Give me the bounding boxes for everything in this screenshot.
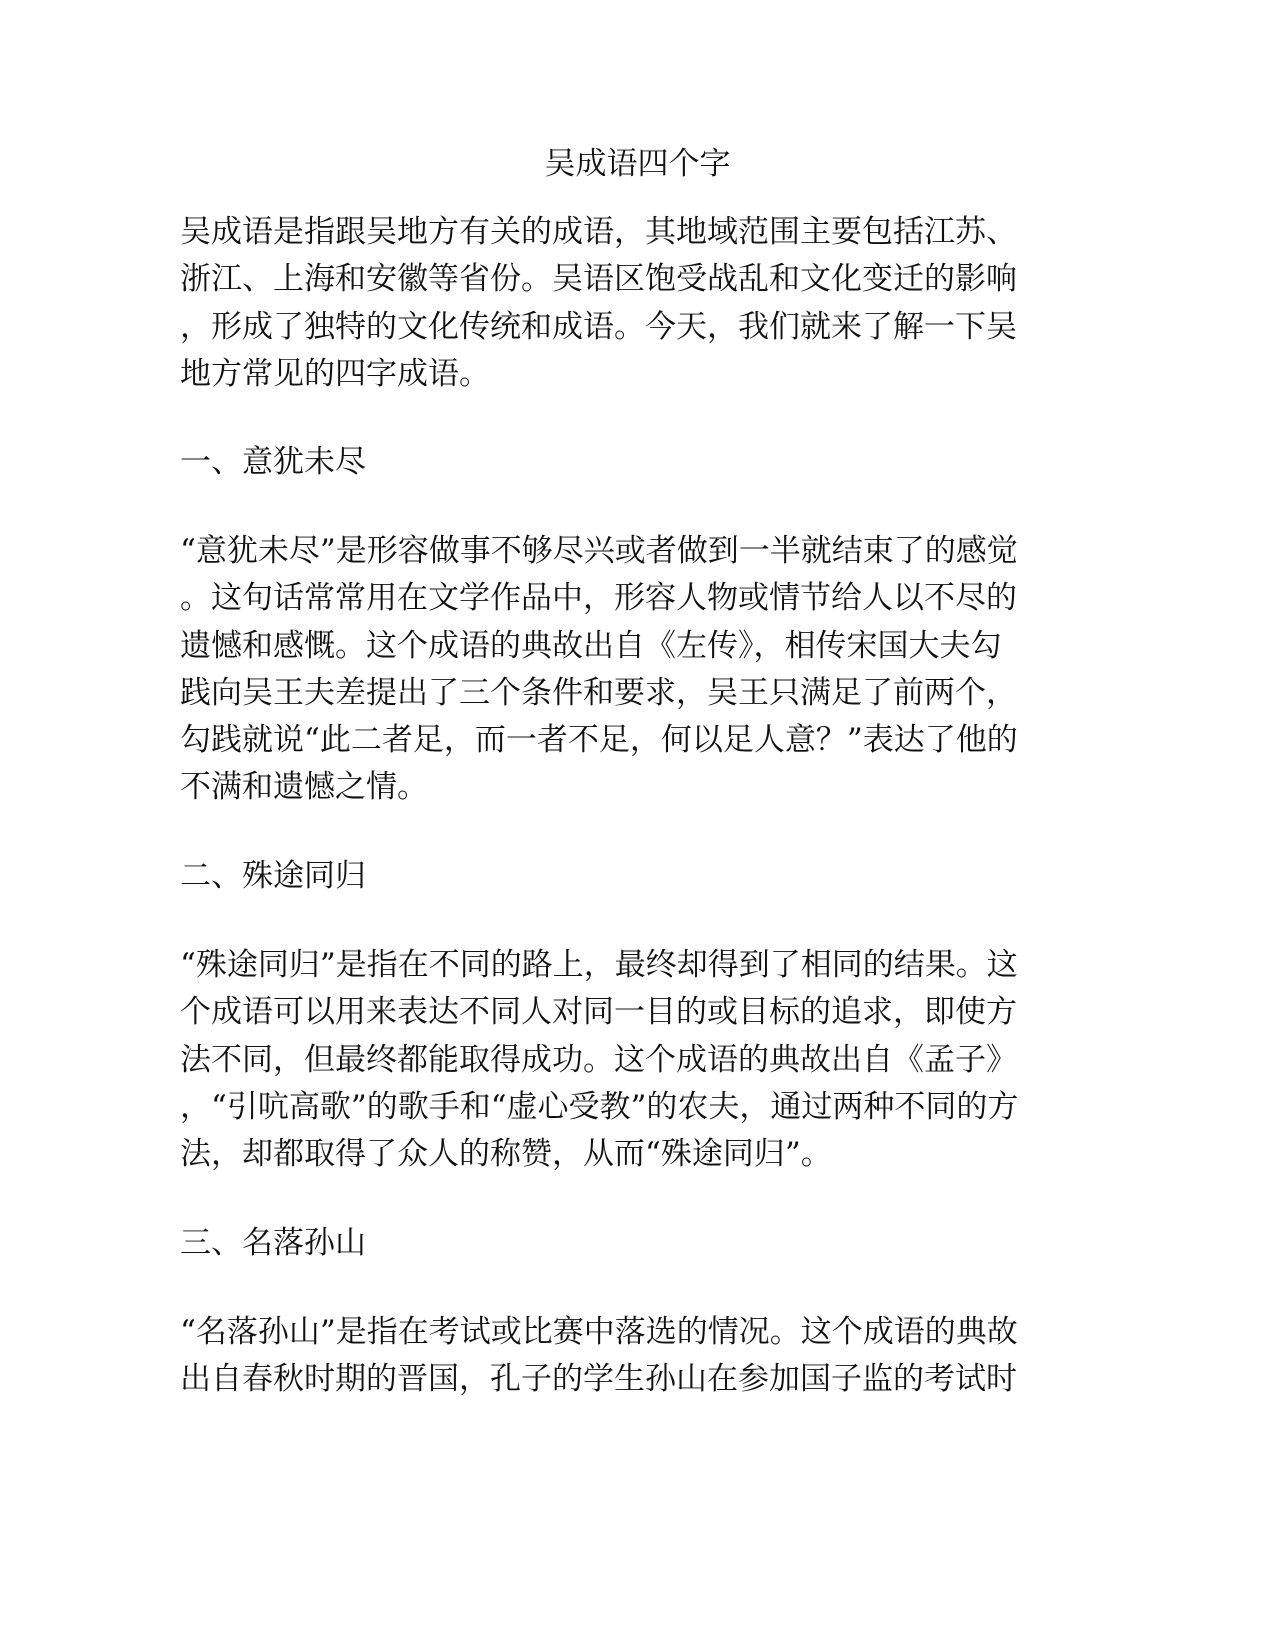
paragraph-line: 法，却都取得了众人的称赞，从而“殊途同归”。 [180, 1136, 832, 1173]
paragraph-line: 地方常见的四字成语。 [180, 355, 490, 392]
paragraph-line: 遗憾和感慨。这个成语的典故出自《左传》，相传宋国大夫勾 [180, 627, 1002, 664]
paragraph-line: 出自春秋时期的晋国，孔子的学生孙山在参加国子监的考试时 [180, 1361, 1017, 1398]
intro-paragraph [180, 209, 1060, 398]
section-heading-text: 一、意犹未尽 [180, 444, 366, 480]
paragraph-line: 吴成语是指跟吴地方有关的成语，其地域范围主要包括江苏、 [180, 214, 1017, 250]
paragraph-line: “意犹未尽”是形容做事不够尽兴或者做到一半就结束了的感觉 [180, 533, 1018, 569]
paragraph-line: 勾践就说“此二者足，而一者不足，何以足人意？”表达了他的 [180, 722, 1018, 759]
paragraph-line: 个成语可以用来表达不同人对同一目的或目标的追求，即使方 [180, 994, 1017, 1031]
section-heading-text: 二、殊途同归 [180, 858, 366, 894]
paragraph-line: 不满和遗憾之情。 [180, 769, 428, 806]
document-title: 吴成语四个字 [544, 146, 731, 182]
section-heading-text: 三、名落孙山 [180, 1225, 366, 1261]
paragraph-line: “名落孙山”是指在考试或比赛中落选的情况。这个成语的典故 [180, 1314, 1018, 1350]
section-heading [180, 853, 1060, 900]
paragraph-line: 法不同，但最终都能取得成功。这个成语的典故出自《孟子》 [180, 1041, 1017, 1078]
paragraph-line: “殊途同归”是指在不同的路上，最终却得到了相同的结果。这 [180, 947, 1018, 983]
paragraph-line: 浙江、上海和安徽等省份。吴语区饱受战乱和文化变迁的影响 [180, 261, 1017, 298]
section-paragraph [180, 1309, 1060, 1404]
section-paragraph [180, 942, 1060, 1178]
paragraph-line: 践向吴王夫差提出了三个条件和要求，吴王只满足了前两个， [180, 674, 1017, 711]
paragraph-line: ，“引吭高歌”的歌手和“虚心受教”的农夫，通过两种不同的方 [180, 1088, 1019, 1125]
section-heading [180, 1220, 1060, 1267]
paragraph-line: ，形成了独特的文化传统和成语。今天，我们就来了解一下吴 [180, 308, 1017, 345]
paragraph-line: 。这句话常常用在文学作品中，形容人物或情节给人以不尽的 [180, 580, 1017, 617]
section-heading [180, 439, 1060, 486]
section-paragraph [180, 528, 1060, 812]
